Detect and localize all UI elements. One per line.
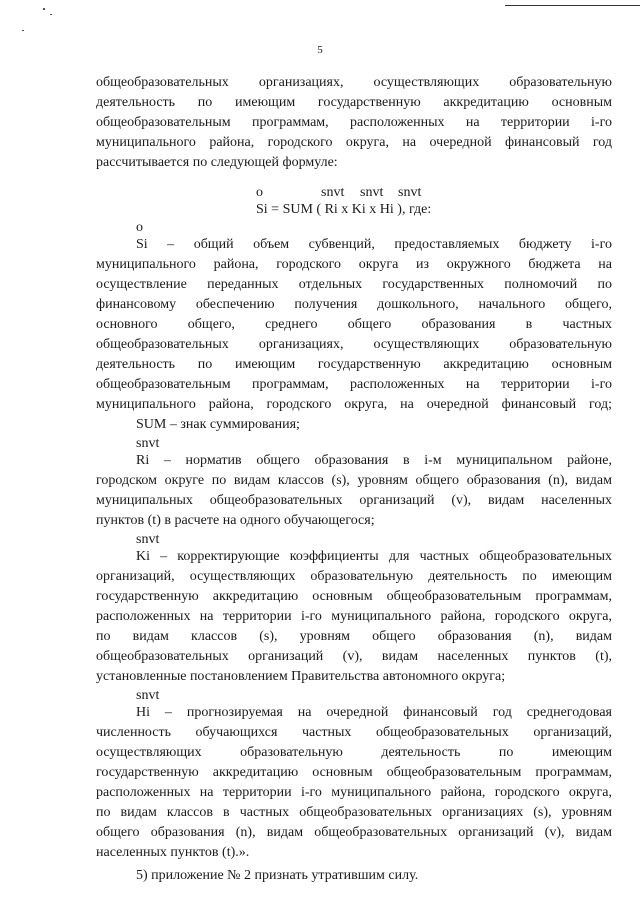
text-line: общеобразовательных организациях, осуществляющих образовательную: [96, 75, 612, 90]
text-line: расположенных на территории i-го муниципального района, городского округа,: [96, 785, 612, 800]
text-line: осуществляющих образовательную деятельность по имеющим: [96, 745, 612, 760]
formula-superscript: snvt: [398, 185, 422, 200]
text-line: установленные постановлением Правительства автономного округа;: [96, 669, 506, 684]
text-line: Hi – прогнозируемая на очередной финансовый год среднегодовая: [136, 705, 612, 720]
text-line: осуществление переданных отдельных государственных полномочий по: [96, 277, 612, 292]
definition-marker: o: [136, 220, 143, 235]
definition-marker: snvt: [136, 688, 160, 703]
scan-speck: [50, 14, 52, 15]
scan-speck: [22, 30, 24, 31]
formula: Si = SUM ( Ri x Ki x Hi ), где:: [256, 202, 432, 217]
text-line: общеобразовательным программам, расположенных на территории i-го: [96, 115, 612, 130]
text-line: численность обучающихся частных общеобразовательных организаций,: [96, 725, 612, 740]
text-line: организаций, осуществляющих образовательную деятельность по имеющим: [96, 569, 612, 584]
text-line: по видам классов (s), уровням общего образования (n), видам: [96, 629, 612, 644]
text-line: деятельность по имеющим государственную аккредитацию основным: [96, 357, 612, 372]
text-line: государственную аккредитацию основным общеобразовательным программам,: [96, 765, 612, 780]
text-line: общеобразовательных организациях, осуществляющих образовательную: [96, 337, 612, 352]
text-line: 5) приложение № 2 признать утратившим силу.: [136, 868, 419, 883]
text-line: пунктов (t) в расчете на одного обучающегося;: [96, 513, 375, 528]
text-line: муниципального района, городского округа из окружного бюджета на: [96, 257, 612, 272]
formula-superscript: snvt: [360, 185, 384, 200]
text-line: деятельность по имеющим государственную аккредитацию основным: [96, 95, 612, 110]
text-line: общеобразовательным программам, расположенных на территории i-го: [96, 377, 612, 392]
definition-marker: snvt: [136, 436, 160, 451]
text-line: общеобразовательных организаций (v), видам населенных пунктов (t),: [96, 649, 612, 664]
text-line: городском округе по видам классов (s), уровням общего образования (n), видам: [96, 473, 612, 488]
definition-marker: snvt: [136, 532, 160, 547]
text-line: муниципального района, городского округа, на очередной финансовый год: [96, 135, 612, 150]
text-line: Ri – норматив общего образования в i-м муниципальном районе,: [136, 453, 612, 468]
text-line: Si – общий объем субвенций, предоставляемых бюджету i-го: [136, 237, 612, 252]
text-line: общего образования (n), видам общеобразовательных организаций (v), видам: [96, 825, 612, 840]
text-line: основного общего, среднего общего образования в частных: [96, 317, 612, 332]
text-line: муниципального района, городского округа, на очередной финансовый год;: [96, 397, 612, 412]
scan-speck: [43, 8, 45, 10]
formula-superscript: snvt: [321, 185, 345, 200]
text-line: рассчитывается по следующей формуле:: [96, 155, 338, 170]
text-line: государственную аккредитацию основным общеобразовательным программам,: [96, 589, 612, 604]
page-number: 5: [317, 44, 323, 56]
text-line: по видам классов в частных общеобразовательных организациях (s), уровням: [96, 805, 612, 820]
text-line: Ki – корректирующие коэффициенты для частных общеобразовательных: [136, 549, 612, 564]
top-rule: [505, 5, 640, 6]
text-line: населенных пунктов (t).».: [96, 845, 250, 860]
text-line: муниципальных общеобразовательных организаций (v), видам населенных: [96, 493, 612, 508]
text-line: SUM – знак суммирования;: [136, 417, 300, 432]
formula-superscript: o: [256, 185, 263, 200]
text-line: финансовому обеспечению получения дошкольного, начального общего,: [96, 297, 612, 312]
text-line: расположенных на территории i-го муниципального района, городского округа,: [96, 609, 612, 624]
